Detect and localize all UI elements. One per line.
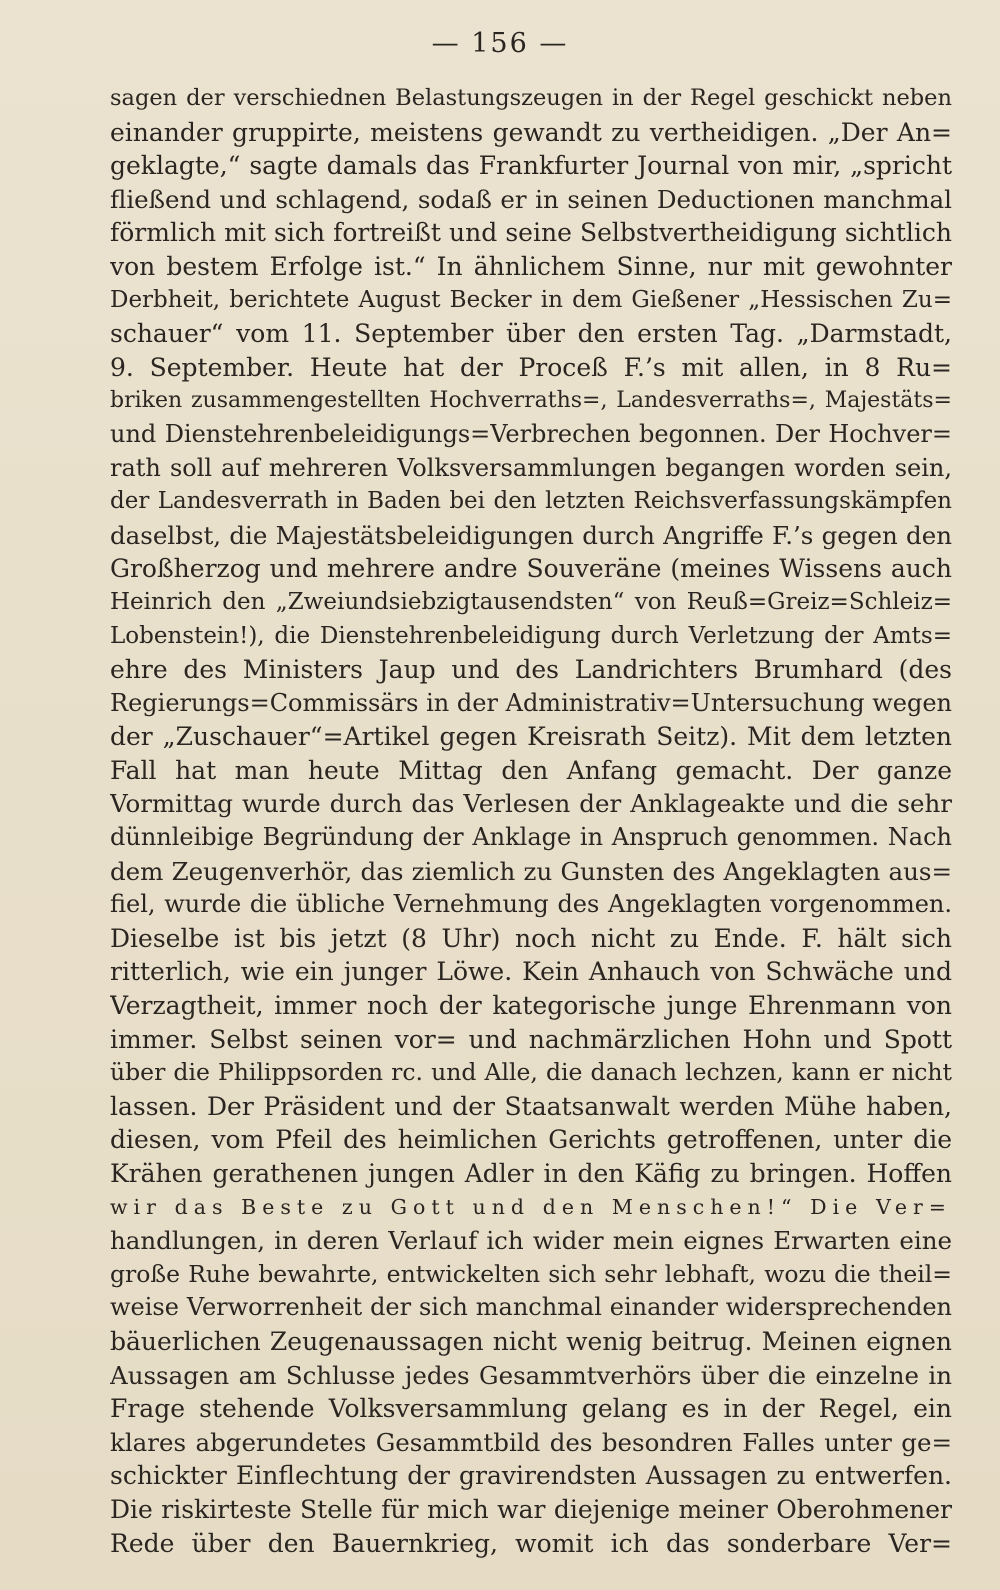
text-line: schauer“ vom 11. September über den ersten Tag. „Darmstadt, [110,319,952,349]
text-line: ehre des Ministers Jaup und des Landrichters Brumhard (des [110,655,952,685]
text-line: Vormittag wurde durch das Verlesen der Anklageakte und die sehr [110,789,952,819]
text-line: lassen. Der Präsident und der Staatsanwalt werden Mühe haben, [110,1091,952,1121]
text-line: der „Zuschauer“=Artikel gegen Kreisrath Seitz). Mit dem letzten [110,722,952,752]
page-number: — 156 — [431,28,569,59]
text-line: bäuerlichen Zeugenaussagen nicht wenig beitrug. Meinen eignen [110,1326,952,1356]
text-line: fiel, wurde die übliche Vernehmung des Angeklagten vorgenommen. [110,890,952,919]
text-line: und Dienstehrenbeleidigungs=Verbrechen begonnen. Der Hochver= [110,419,952,448]
text-line: Heinrich den „Zweiundsiebzigtausendsten“ von Reuß=Greiz=Schleiz= [110,588,952,615]
text-line: schickter Einflechtung der gravirendsten Aussagen zu entwerfen. [110,1461,952,1491]
text-line: Krähen gerathenen jungen Adler in den Käfig zu bringen. Hoffen [110,1159,952,1188]
text-line: briken zusammengestellten Hochverraths=, Landesverraths=, Majestäts= [110,388,952,414]
text-line: immer. Selbst seinen vor= und nachmärzlichen Hohn und Spott [110,1024,952,1054]
text-line: förmlich mit sich fortreißt und seine Selbstvertheidigung sichtlich [110,218,952,248]
text-line: 9. September. Heute hat der Proceß F.’s mit allen, in 8 Ru= [110,352,952,382]
text-line: Dieselbe ist bis jetzt (8 Uhr) noch nicht zu Ende. F. hält sich [110,923,952,953]
text-line: dem Zeugenverhör, das ziemlich zu Gunsten des Angeklagten aus= [110,856,952,886]
text-line: handlungen, in deren Verlauf ich wider mein eignes Erwarten eine [110,1226,952,1256]
text-line: fließend und schlagend, sodaß er in seinen Deductionen manchmal [110,184,952,214]
body-text [110,82,952,1560]
text-line: Frage stehende Volksversammlung gelang es in der Regel, ein [110,1394,952,1424]
text-line: Großherzog und mehrere andre Souveräne (meines Wissens auch [110,554,952,584]
text-line: ritterlich, wie ein junger Löwe. Kein Anhauch von Schwäche und [110,957,952,987]
text-line: sagen der verschiednen Belastungszeugen in der Regel geschickt neben [110,85,952,111]
text-line: Fall hat man heute Mittag den Anfang gemacht. Der ganze [110,755,952,785]
text-line: einander gruppirte, meistens gewandt zu vertheidigen. „Der An= [110,117,952,147]
text-line: von bestem Erfolge ist.“ In ähnlichem Sinne, nur mit gewohnter [110,251,952,281]
text-line: klares abgerundetes Gesammtbild des besondren Falles unter ge= [110,1427,952,1457]
text-line: Rede über den Bauernkrieg, womit ich das sonderbare Ver= [110,1528,952,1558]
text-line: dünnleibige Begründung der Anklage in Anspruch genommen. Nach [110,823,952,852]
text-line: rath soll auf mehreren Volksversammlungen begangen worden sein, [110,453,952,482]
text-line: wir das Beste zu Gott und den Menschen!“ Die Ver= [110,1194,952,1219]
text-line: Aussagen am Schlusse jedes Gesammtverhörs über die einzelne in [110,1360,952,1390]
text-line: Verzagtheit, immer noch der kategorische junge Ehrenmann von [110,991,952,1021]
text-line: Derbheit, berichtete August Becker in dem Gießener „Hessischen Zu= [110,286,952,313]
text-line: daselbst, die Majestätsbeleidigungen durch Angriffe F.’s gegen den [110,520,952,550]
text-line: Regierungs=Commissärs in der Administrativ=Untersuchung wegen [110,688,952,717]
text-line: über die Philippsorden rc. und Alle, die danach lechzen, kann er nicht [110,1058,952,1087]
text-line: Lobenstein!), die Dienstehrenbeleidigung durch Verletzung der Amts= [110,622,952,649]
text-line: diesen, vom Pfeil des heimlichen Gerichts getroffenen, unter die [110,1125,952,1155]
text-line: Die riskirteste Stelle für mich war diejenige meiner Oberohmener [110,1494,952,1524]
text-line: der Landesverrath in Baden bei den letzten Reichsverfassungskämpfen [110,488,952,515]
text-line: weise Verworrenheit der sich manchmal einander widersprechenden [110,1293,952,1322]
text-line: geklagte,“ sagte damals das Frankfurter Journal von mir, „spricht [110,151,952,181]
text-line: große Ruhe bewahrte, entwickelten sich sehr lebhaft, wozu die theil= [110,1259,952,1288]
